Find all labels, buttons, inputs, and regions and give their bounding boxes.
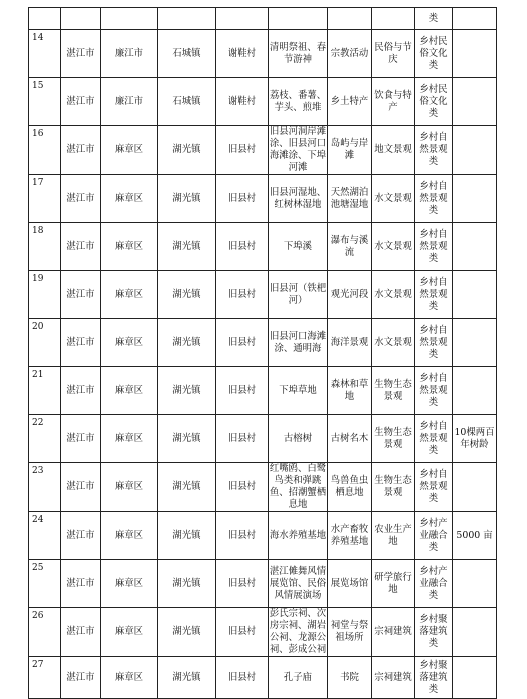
town-cell: 湖光镇: [158, 223, 216, 271]
main-type-cell: 宗祠建筑: [372, 657, 415, 699]
category-cell: 乡村自然景观类: [415, 175, 453, 223]
city-cell: 湛江市: [61, 463, 101, 512]
village-cell: 旧县村: [216, 223, 269, 271]
village-cell: 旧县村: [216, 319, 269, 367]
table-row: [29, 30, 497, 78]
category-cell: 乡村聚落建筑类: [415, 608, 453, 657]
row-number: 23: [29, 463, 61, 512]
table-row: [29, 560, 497, 608]
note-cell: [453, 367, 497, 415]
subtype-cell: 森林和草地: [328, 367, 372, 415]
main-type-cell: 饮食与特产: [372, 78, 415, 126]
note-cell: [453, 560, 497, 608]
county-cell: 麻章区: [101, 463, 158, 512]
main-type-cell: 水文景观: [372, 223, 415, 271]
note-cell: [453, 319, 497, 367]
category-cell: 乡村自然景观类: [415, 271, 453, 319]
resource-name-cell: 旧县河口海滩涂、通明海: [269, 319, 328, 367]
main-type-cell: 水文景观: [372, 319, 415, 367]
village-cell: 旧县村: [216, 126, 269, 175]
county-cell: 麻章区: [101, 319, 158, 367]
subtype-cell: 岛屿与岸滩: [328, 126, 372, 175]
note-cell: [453, 608, 497, 657]
county-cell: 廉江市: [101, 30, 158, 78]
resource-name-cell: 海水养殖基地: [269, 512, 328, 560]
city-cell: 湛江市: [61, 30, 101, 78]
resource-name-cell: 下埠草地: [269, 367, 328, 415]
table-row: [29, 319, 497, 367]
village-cell: 旧县村: [216, 175, 269, 223]
main-type-cell: 研学旅行地: [372, 560, 415, 608]
table-row: [29, 367, 497, 415]
table-row: [29, 271, 497, 319]
main-type-cell: 生物生态景观: [372, 463, 415, 512]
table-row-continued: [29, 8, 497, 30]
city-cell: 湛江市: [61, 78, 101, 126]
row-number: 24: [29, 512, 61, 560]
town-cell: 石城镇: [158, 30, 216, 78]
subtype-cell: 展览场馆: [328, 560, 372, 608]
main-type-cell: 水文景观: [372, 271, 415, 319]
resource-name-cell: 红嘴鸥、白鹭鸟类和弹跳鱼、招潮蟹栖息地: [269, 463, 327, 510]
row-number: 14: [29, 30, 61, 78]
town-cell: 湖光镇: [158, 560, 216, 608]
city-cell: 湛江市: [61, 367, 101, 415]
main-type-cell: 地文景观: [372, 126, 415, 175]
subtype-cell: 观光河段: [328, 271, 372, 319]
subtype-cell: 书院: [328, 657, 372, 699]
category-cell: 类: [415, 8, 453, 30]
town-cell: 湖光镇: [158, 319, 216, 367]
resource-name-cell: 下埠溪: [269, 223, 328, 271]
subtype-cell: 水产畜牧养殖基地: [328, 512, 372, 560]
village-cell: 旧县村: [216, 271, 269, 319]
county-cell: 麻章区: [101, 367, 158, 415]
city-cell: 湛江市: [61, 608, 101, 657]
resource-name-cell: 荔枝、番薯、芋头、煎堆: [269, 78, 328, 126]
note-cell: 10棵两百年树龄: [453, 415, 497, 463]
resource-name-cell: 孔子庙: [269, 657, 328, 699]
subtype-cell: 乡土特产: [328, 78, 372, 126]
row-number: 19: [29, 271, 61, 319]
town-cell: 湖光镇: [158, 271, 216, 319]
county-cell: 麻章区: [101, 608, 158, 657]
subtype-cell: 祠堂与祭祖场所: [328, 608, 372, 657]
row-number: 26: [29, 608, 61, 657]
category-cell: 乡村产业融合类: [415, 512, 453, 560]
category-cell: 乡村自然景观类: [415, 463, 453, 512]
note-cell: [453, 78, 497, 126]
table-body: [29, 8, 497, 699]
row-number: 22: [29, 415, 61, 463]
row-number: 21: [29, 367, 61, 415]
town-cell: 湖光镇: [158, 175, 216, 223]
town-cell: 湖光镇: [158, 126, 216, 175]
row-number: 16: [29, 126, 61, 175]
city-cell: 湛江市: [61, 560, 101, 608]
county-cell: 麻章区: [101, 415, 158, 463]
subtype-cell: 天然湖泊池塘湿地: [328, 175, 372, 223]
village-cell: 旧县村: [216, 657, 269, 699]
town-cell: 湖光镇: [158, 415, 216, 463]
resource-name-cell: 旧县河（铁杷河）: [269, 271, 328, 319]
row-number: 15: [29, 78, 61, 126]
city-cell: 湛江市: [61, 415, 101, 463]
table-row: [29, 657, 497, 699]
city-cell: 湛江市: [61, 512, 101, 560]
county-cell: 麻章区: [101, 512, 158, 560]
note-cell: [453, 175, 497, 223]
note-cell: [453, 30, 497, 78]
resource-name-cell: 彭氏宗祠、次房宗祠、湖岩公祠、龙源公祠、彭成公祠: [269, 608, 327, 655]
row-number: 27: [29, 657, 61, 699]
resource-name-cell: 清明祭祖、春节游神: [269, 30, 328, 78]
table-row: [29, 512, 497, 560]
town-cell: 石城镇: [158, 78, 216, 126]
main-type-cell: 水文景观: [372, 175, 415, 223]
subtype-cell: 鸟兽鱼虫栖息地: [328, 463, 372, 512]
village-cell: 旧县村: [216, 415, 269, 463]
town-cell: 湖光镇: [158, 657, 216, 699]
town-cell: 湖光镇: [158, 463, 216, 512]
category-cell: 乡村自然景观类: [415, 415, 453, 463]
village-cell: 谢鞋村: [216, 78, 269, 126]
note-cell: [453, 126, 497, 175]
row-number: 25: [29, 560, 61, 608]
table-row: [29, 126, 497, 175]
city-cell: 湛江市: [61, 271, 101, 319]
main-type-cell: 生物生态景观: [372, 415, 415, 463]
subtype-cell: 瀑布与溪流: [328, 223, 372, 271]
resource-name-cell: 旧县河洞岸滩涂、旧县河口海滩涂、下埠河滩: [269, 126, 327, 173]
main-type-cell: 农业生产地: [372, 512, 415, 560]
table-row: [29, 175, 497, 223]
county-cell: 廉江市: [101, 78, 158, 126]
note-cell: 5000 亩: [453, 512, 497, 560]
county-cell: 麻章区: [101, 175, 158, 223]
village-cell: 旧县村: [216, 367, 269, 415]
table-row: [29, 608, 497, 657]
city-cell: 湛江市: [61, 319, 101, 367]
table-row: [29, 463, 497, 512]
note-cell: [453, 223, 497, 271]
table-row: [29, 415, 497, 463]
main-type-cell: 民俗与节庆: [372, 30, 415, 78]
city-cell: 湛江市: [61, 223, 101, 271]
subtype-cell: 海洋景观: [328, 319, 372, 367]
table-row: [29, 223, 497, 271]
category-cell: 乡村自然景观类: [415, 367, 453, 415]
county-cell: 麻章区: [101, 271, 158, 319]
main-type-cell: 生物生态景观: [372, 367, 415, 415]
resource-name-cell: 旧县河湿地、红树林湿地: [269, 175, 328, 223]
main-type-cell: 宗祠建筑: [372, 608, 415, 657]
note-cell: [453, 271, 497, 319]
county-cell: 麻章区: [101, 657, 158, 699]
row-number: 17: [29, 175, 61, 223]
row-number: 20: [29, 319, 61, 367]
county-cell: 麻章区: [101, 126, 158, 175]
category-cell: 乡村民俗文化类: [415, 30, 453, 78]
county-cell: 麻章区: [101, 560, 158, 608]
city-cell: 湛江市: [61, 175, 101, 223]
village-cell: 旧县村: [216, 512, 269, 560]
category-cell: 乡村自然景观类: [415, 223, 453, 271]
city-cell: 湛江市: [61, 657, 101, 699]
row-number: 18: [29, 223, 61, 271]
table-row: [29, 78, 497, 126]
subtype-cell: 宗教活动: [328, 30, 372, 78]
resource-name-cell: 湛江傩舞风情展览馆、民俗风情展演场: [269, 560, 328, 608]
subtype-cell: 古树名木: [328, 415, 372, 463]
village-cell: 旧县村: [216, 608, 269, 657]
note-cell: [453, 463, 497, 512]
category-cell: 乡村民俗文化类: [415, 78, 453, 126]
town-cell: 湖光镇: [158, 512, 216, 560]
category-cell: 乡村自然景观类: [415, 319, 453, 367]
category-cell: 乡村聚落建筑类: [415, 657, 453, 699]
village-cell: 谢鞋村: [216, 30, 269, 78]
village-cell: 旧县村: [216, 560, 269, 608]
resource-table: [28, 7, 497, 699]
village-cell: 旧县村: [216, 463, 269, 512]
resource-name-cell: 古榕树: [269, 415, 328, 463]
county-cell: 麻章区: [101, 223, 158, 271]
category-cell: 乡村产业融合类: [415, 560, 453, 608]
note-cell: [453, 657, 497, 699]
category-cell: 乡村自然景观类: [415, 126, 453, 175]
town-cell: 湖光镇: [158, 608, 216, 657]
city-cell: 湛江市: [61, 126, 101, 175]
town-cell: 湖光镇: [158, 367, 216, 415]
